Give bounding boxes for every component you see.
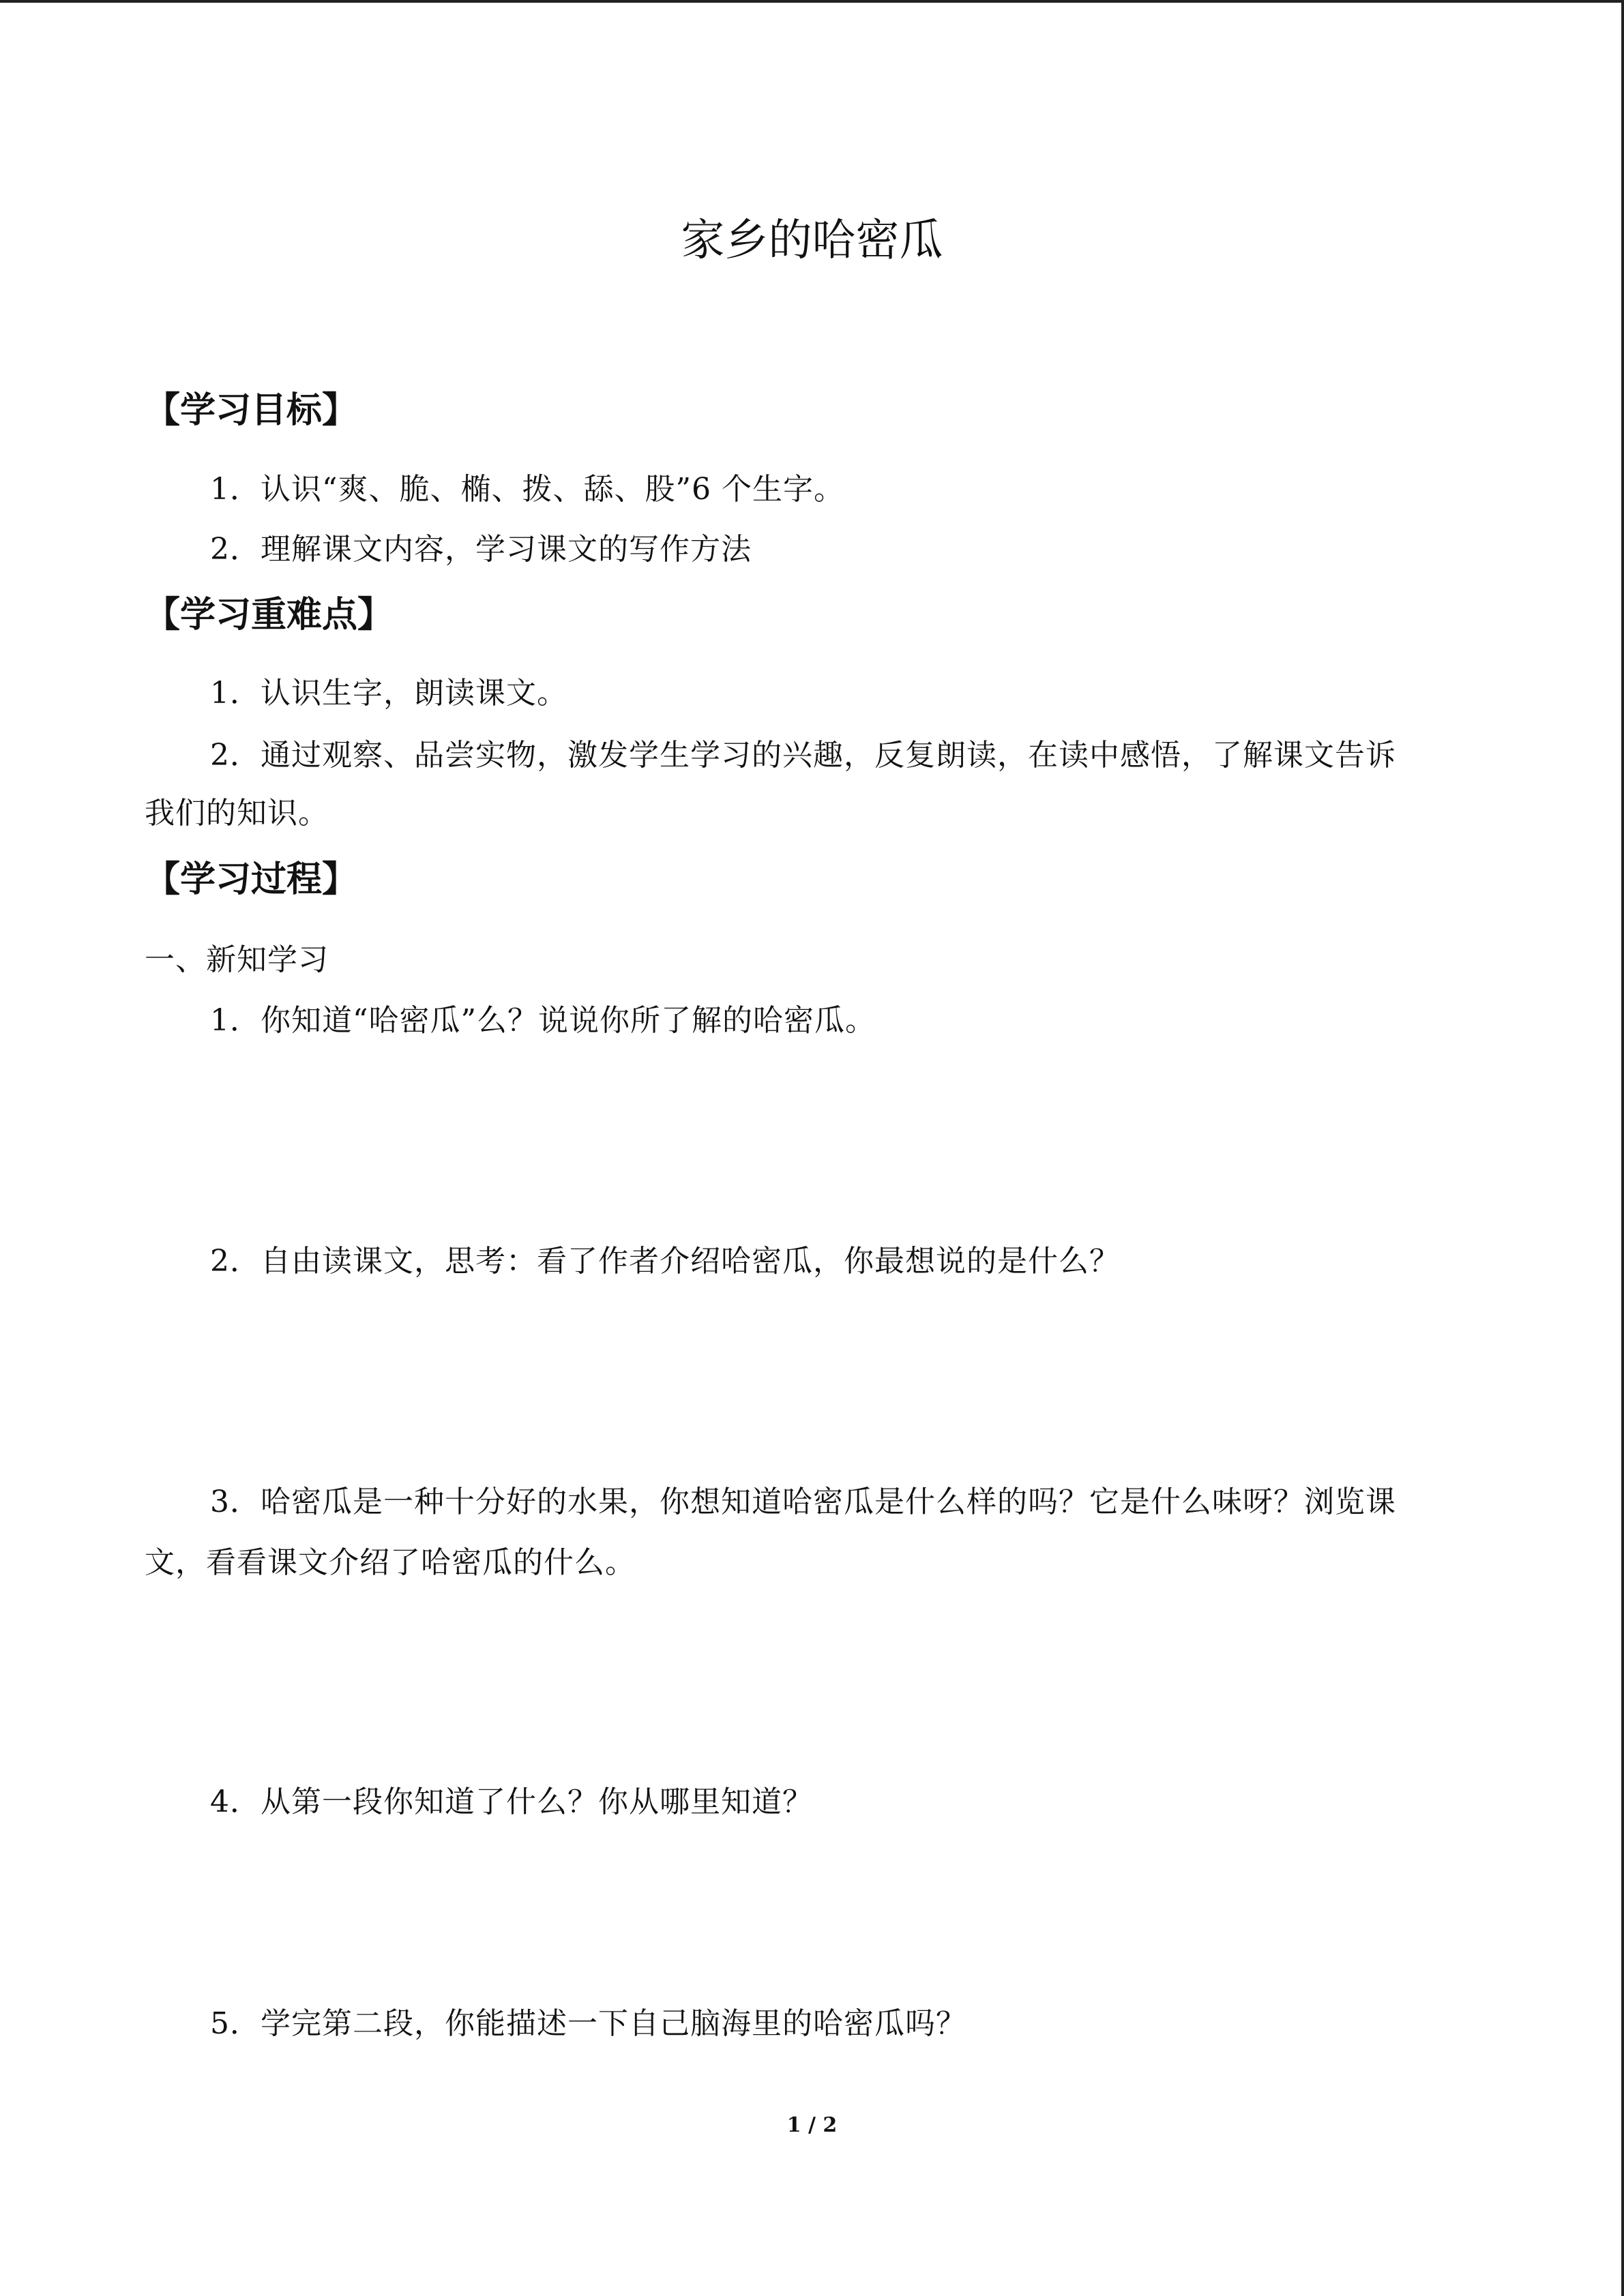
goal-item-2: 2．理解课文内容，学习课文的写作方法 (210, 532, 752, 567)
document-title: 家乡的哈密瓜 (681, 215, 943, 266)
question-2: 2．自由读课文，思考：看了作者介绍哈密瓜，你最想说的是什么？ (210, 1244, 1120, 1279)
key-point-item-1: 1．认识生字，朗读课文。 (210, 676, 567, 711)
question-5: 5．学完第二段，你能描述一下自己脑海里的哈密瓜吗？ (210, 2006, 966, 2041)
subheading-new-knowledge: 一、新知学习 (145, 942, 329, 977)
key-point-item-2: 2．通过观察、品尝实物，激发学生学习的兴趣，反复朗读，在读中感悟，了解课文告诉 (210, 738, 1396, 773)
heading-process: 【学习过程】 (145, 859, 358, 900)
key-point-item-2-continued: 我们的知识。 (145, 796, 329, 831)
heading-key-points: 【学习重难点】 (145, 595, 394, 636)
heading-goals: 【学习目标】 (145, 390, 358, 431)
question-1: 1．你知道“哈密瓜”么？说说你所了解的哈密瓜。 (210, 1003, 876, 1038)
top-border (0, 0, 1624, 3)
right-border (1621, 0, 1624, 2296)
question-3-continued: 文，看看课文介绍了哈密瓜的什么。 (145, 1545, 636, 1580)
question-3: 3．哈密瓜是一种十分好的水果，你想知道哈密瓜是什么样的吗？它是什么味呀？浏览课 (210, 1485, 1396, 1519)
goal-item-1: 1．认识“爽、脆、椭、拨、舔、股”6 个生字。 (210, 472, 844, 507)
page-number: 1 / 2 (786, 2113, 838, 2137)
question-4: 4．从第一段你知道了什么？你从哪里知道？ (210, 1785, 813, 1819)
